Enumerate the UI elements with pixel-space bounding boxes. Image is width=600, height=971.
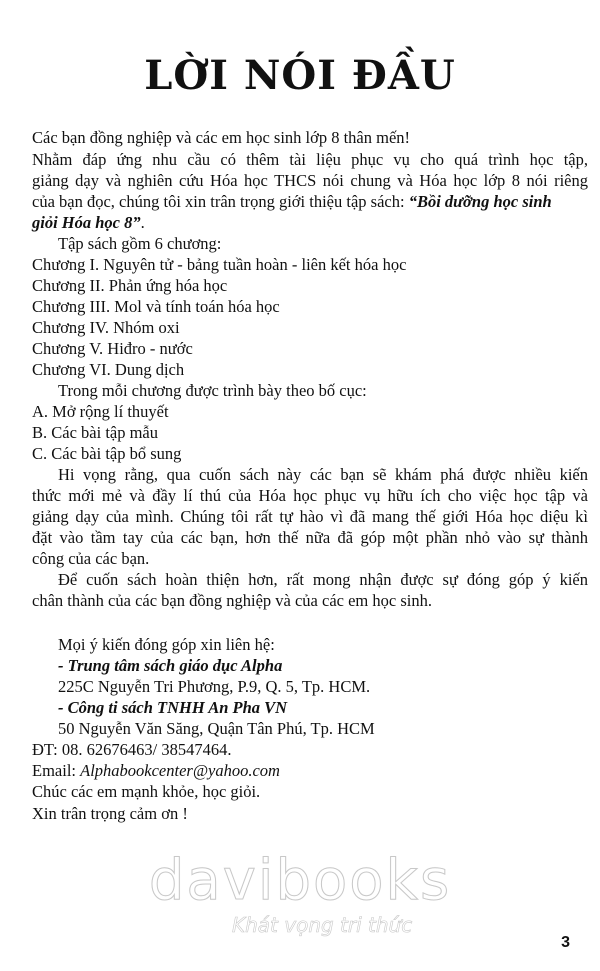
intro-line-4-end: . bbox=[140, 213, 145, 232]
contact-heading: Mọi ý kiến đóng góp xin liên hệ: bbox=[58, 635, 275, 654]
intro-line-4 bbox=[32, 213, 588, 233]
intro-line-1: Nhằm đáp ứng nhu cầu có thêm tài liệu phục vụ cho quá trình học tập, bbox=[32, 150, 588, 169]
contact-org-2: - Công ti sách TNHH An Pha VN bbox=[58, 698, 288, 717]
closing-line-2: Xin trân trọng cảm ơn ! bbox=[32, 804, 188, 823]
chapter-item: Chương VI. Dung dịch bbox=[32, 360, 185, 379]
hope-line-2: thức mới mẻ và đầy lí thú của Hóa học phục vụ hữu ích cho việc học tập và bbox=[32, 486, 588, 505]
chapter-item: Chương III. Mol và tính toán hóa học bbox=[32, 297, 280, 316]
hope-line-4: đặt vào tầm tay của các bạn, hơn thế nữa đã góp một phần nhỏ vào sự thành bbox=[32, 528, 588, 547]
chapter-item: Chương I. Nguyên tử - bảng tuần hoàn - liên kết hóa học bbox=[32, 255, 407, 274]
hope-line-5: công của các bạn. bbox=[32, 549, 150, 568]
email-address: Alphabookcenter@yahoo.com bbox=[80, 761, 280, 780]
contact-org-1: - Trung tâm sách giáo dục Alpha bbox=[58, 656, 283, 675]
intro-line-3-text: của bạn đọc, chúng tôi xin trân trọng giới thiệu tập sách: bbox=[32, 192, 409, 211]
intro-line-2: giảng dạy và nghiên cứu Hóa học THCS nói chung và Hóa học lớp 8 nói riêng bbox=[32, 171, 588, 190]
page-title: LỜI NÓI ĐẦU bbox=[144, 52, 456, 99]
watermark-logo: davibooks bbox=[148, 848, 452, 913]
chapter-item: Chương IV. Nhóm oxi bbox=[32, 318, 180, 337]
chapter-item: Chương II. Phản ứng hóa học bbox=[32, 276, 228, 295]
intro-line-3 bbox=[32, 192, 588, 212]
book-title-part-1: “Bồi dưỡng học sinh bbox=[408, 192, 552, 211]
feedback-line-1: Để cuốn sách hoàn thiện hơn, rất mong nhận được sự đóng góp ý kiến bbox=[58, 570, 588, 589]
email-label: Email: bbox=[32, 761, 81, 780]
closing-line-1: Chúc các em mạnh khỏe, học giỏi. bbox=[32, 782, 261, 801]
chapters-intro: Tập sách gồm 6 chương: bbox=[58, 234, 222, 253]
structure-intro: Trong mỗi chương được trình bày theo bố cục: bbox=[58, 381, 367, 400]
watermark-tagline: Khát vọng tri thức bbox=[232, 913, 413, 937]
section-item: B. Các bài tập mẫu bbox=[32, 423, 159, 442]
contact-email-line bbox=[32, 761, 588, 781]
page-number: 3 bbox=[561, 934, 570, 951]
hope-line-1: Hi vọng rằng, qua cuốn sách này các bạn sẽ khám phá được nhiều kiến bbox=[58, 465, 588, 484]
book-title-part-2: giỏi Hóa học 8” bbox=[32, 213, 141, 232]
section-item: C. Các bài tập bổ sung bbox=[32, 444, 182, 463]
greeting-line: Các bạn đồng nghiệp và các em học sinh lớp 8 thân mến! bbox=[32, 128, 411, 147]
chapter-item: Chương V. Hiđro - nước bbox=[32, 339, 193, 358]
hope-line-3: giảng dạy của mình. Chúng tôi rất tự hào vì đã mang thế giới Hóa học diệu kì bbox=[32, 507, 588, 526]
contact-address-1: 225C Nguyễn Tri Phương, P.9, Q. 5, Tp. HCM. bbox=[58, 677, 371, 696]
feedback-line-2: chân thành của các bạn đồng nghiệp và của các em học sinh. bbox=[32, 591, 432, 610]
section-item: A. Mở rộng lí thuyết bbox=[32, 402, 169, 421]
contact-address-2: 50 Nguyễn Văn Săng, Quận Tân Phú, Tp. HCM bbox=[58, 719, 375, 738]
contact-phone: ĐT: 08. 62676463/ 38547464. bbox=[32, 740, 232, 759]
